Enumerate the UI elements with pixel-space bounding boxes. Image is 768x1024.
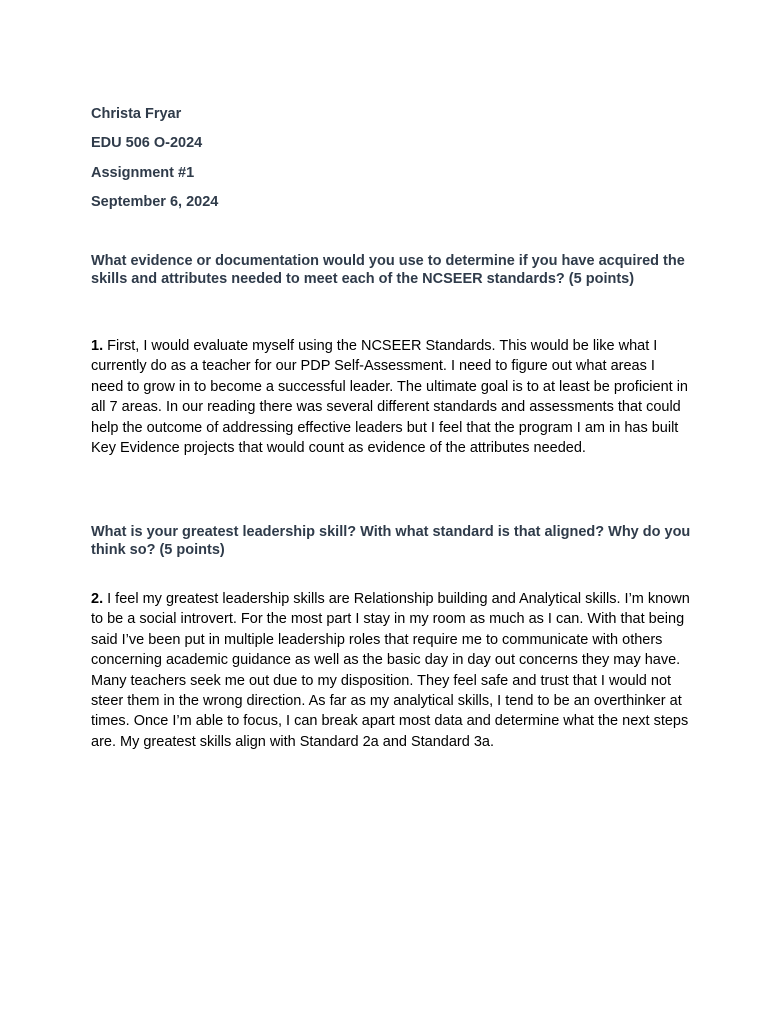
answer-2-number: 2. [91, 591, 104, 607]
course-code: EDU 506 O-2024 [91, 135, 203, 151]
question-1: What evidence or documentation would you use to determine if you have acquired the skills and attributes needed to meet each of the NCSEER standards? (5 points) [91, 253, 685, 287]
answer-1-text: First, I would evaluate myself using the NCSEER Standards. This would be like what I currently do as a teacher for our PDP Self-Assessment. I need to figure out what areas I need to grow in to become a successful leader. The ultimate goal is to at least be proficient in all 7 areas. In our reading there was several different standards and assessments that could help the outcome of addressing effective leaders but I feel that the program I am in has built Key Evidence projects that would count as evidence of the attributes needed. [91, 338, 688, 457]
question-2: What is your greatest leadership skill? With what standard is that aligned? Why do you think so? (5 points) [91, 524, 691, 558]
author-name: Christa Fryar [91, 106, 182, 122]
answer-2-text: I feel my greatest leadership skills are Relationship building and Analytical skills. I’m known to be a social introvert. For the most part I stay in my room as much as I can. With that being said I’ve been put in multiple leadership roles that require me to communicate with others concerning academic guidance as well as the basic day in day out concerns they may have. Many teachers seek me out due to my disposition. They feel safe and trust that I would not steer them in the wrong direction. As far as my analytical skills, I tend to be an overthinker at times. Once I’m able to focus, I can break apart most data and determine what the next steps are. My greatest skills align with Standard 2a and Standard 3a. [91, 591, 690, 750]
answer-1-number: 1. [91, 338, 104, 354]
assignment-title: Assignment #1 [91, 165, 195, 181]
assignment-date: September 6, 2024 [91, 194, 219, 210]
answer-1 [91, 336, 691, 458]
answer-2 [91, 589, 691, 752]
